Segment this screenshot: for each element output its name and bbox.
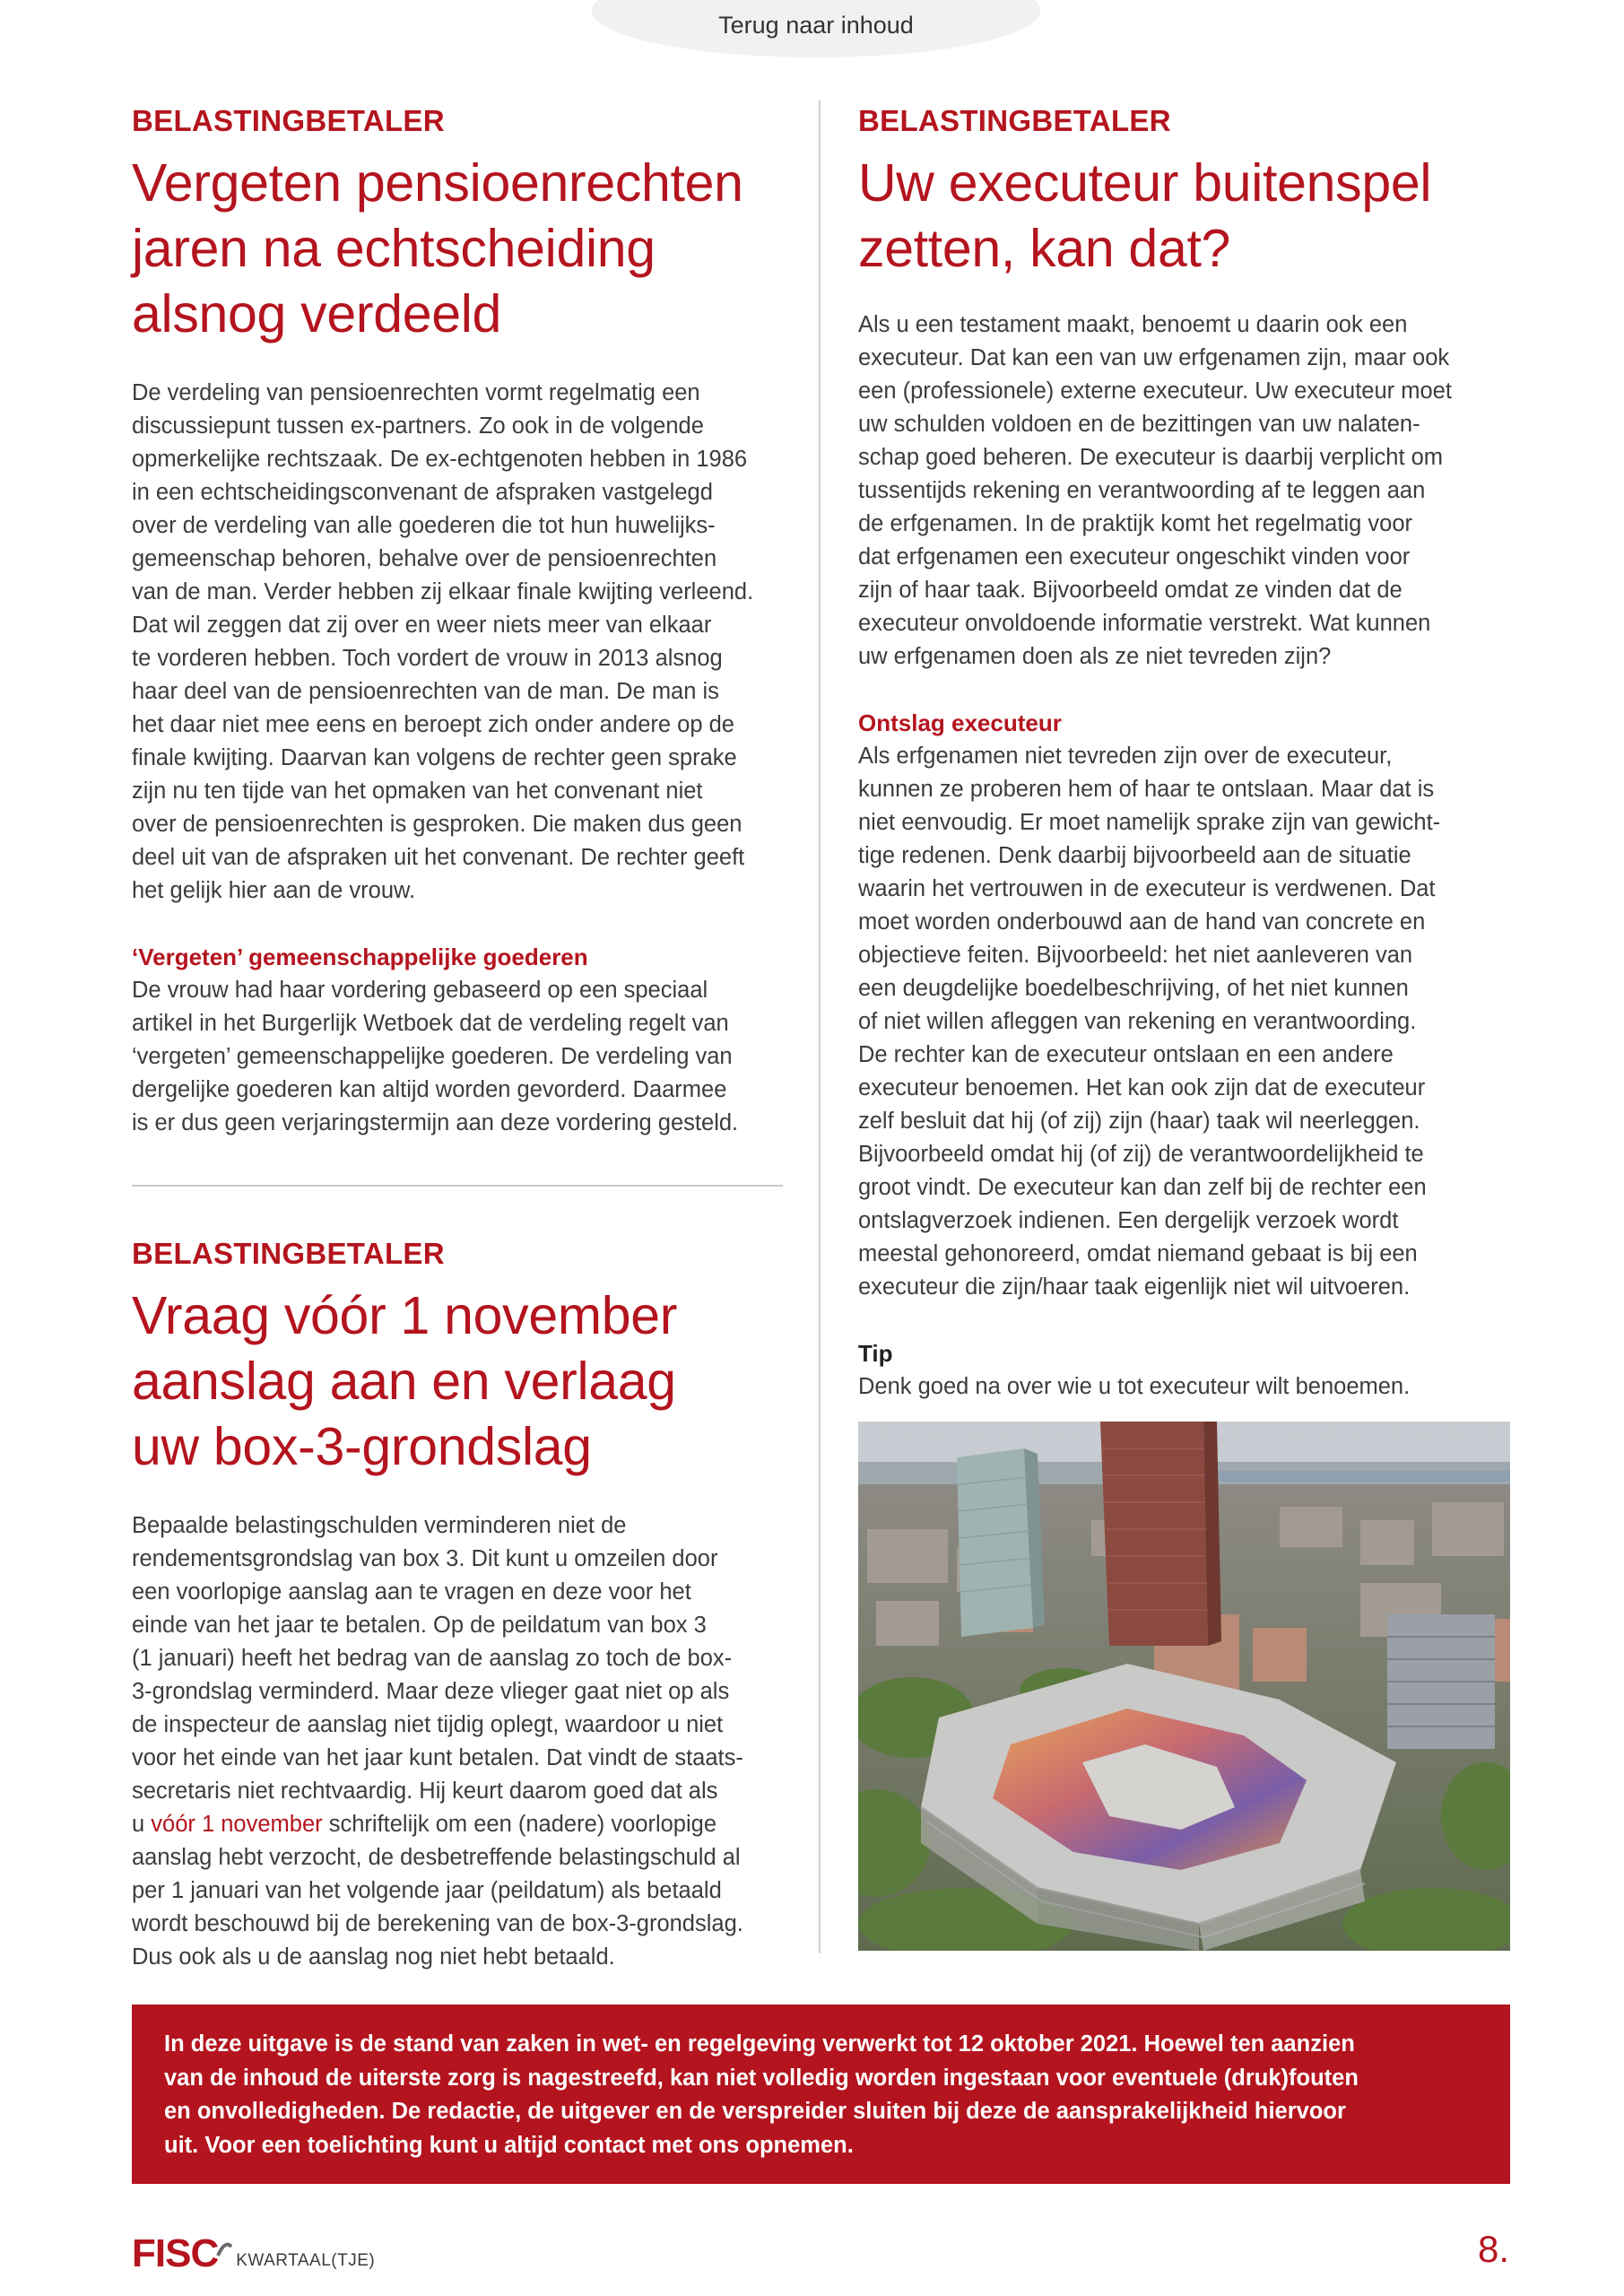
article-kicker: BELASTINGBETALER bbox=[132, 1237, 445, 1270]
article-kicker: BELASTINGBETALER bbox=[132, 104, 445, 137]
body-line: de erfgenamen. In de praktijk komt het regelmatig voor bbox=[858, 511, 1412, 536]
body-line: ‘vergeten’ gemeenschappelijke goederen. De verdeling van bbox=[132, 1044, 733, 1069]
right-column bbox=[858, 100, 1510, 1404]
body-line: een voorlopige aanslag aan te vragen en deze voor het bbox=[132, 1579, 691, 1605]
body-line: uw erfgenamen doen als ze niet tevreden zijn? bbox=[858, 644, 1332, 669]
article-executor bbox=[858, 100, 1510, 1404]
article-subheading: ‘Vergeten’ gemeenschappelijke goederen bbox=[132, 944, 588, 970]
article-kicker: BELASTINGBETALER bbox=[858, 104, 1171, 137]
body-line: rendementsgrondslag van box 3. Dit kunt u omzeilen door bbox=[132, 1546, 718, 1571]
body-line: De vrouw had haar vordering gebaseerd op een speciaal bbox=[132, 978, 708, 1003]
article-body bbox=[132, 1509, 783, 1974]
article-sub-body bbox=[858, 740, 1510, 1304]
back-to-contents-label: Terug naar inhoud bbox=[718, 12, 914, 39]
body-line: Als u een testament maakt, benoemt u daarin ook een bbox=[858, 312, 1408, 337]
body-line: Als erfgenamen niet tevreden zijn over de executeur, bbox=[858, 744, 1393, 769]
tip-label: Tip bbox=[858, 1340, 893, 1367]
body-line: waarin het vertrouwen in de executeur is verdwenen. Dat bbox=[858, 876, 1436, 901]
body-line: zijn nu ten tijde van het opmaken van het convenant niet bbox=[132, 778, 703, 804]
body-line: Dat wil zeggen dat zij over en weer niets meer van elkaar bbox=[132, 613, 712, 638]
body-line: over de verdeling van alle goederen die tot hun huwelijks- bbox=[132, 513, 716, 538]
aerial-city-photo bbox=[858, 1422, 1510, 1951]
body-line: secretaris niet rechtvaardig. Hij keurt daarom goed dat als bbox=[132, 1779, 718, 1804]
article-sub-body bbox=[132, 974, 783, 1140]
logo-subtitle: KWARTAAL(TJE) bbox=[236, 2251, 376, 2270]
body-line: zijn of haar taak. Bijvoorbeeld omdat ze vinden dat de bbox=[858, 578, 1403, 603]
disclaimer-line: uit. Voor een toelichting kunt u altijd contact met ons opnemen. bbox=[164, 2132, 854, 2158]
article-pension-rights bbox=[132, 100, 783, 1140]
deadline-link[interactable]: vóór 1 november bbox=[151, 1812, 323, 1837]
left-column bbox=[132, 100, 783, 1974]
body-line: wordt beschouwd bij de berekening van de box-3-grondslag. bbox=[132, 1911, 743, 1936]
article-title bbox=[132, 1283, 783, 1480]
body-line: executeur benoemen. Het kan ook zijn dat de executeur bbox=[858, 1075, 1426, 1100]
title-line: zetten, kan dat? bbox=[858, 219, 1231, 278]
page-number: 8. bbox=[1477, 2228, 1509, 2270]
title-line: aanslag aan en verlaag bbox=[132, 1352, 676, 1411]
body-line: (1 januari) heeft het bedrag van de aanslag zo toch de box- bbox=[132, 1646, 733, 1671]
body-line: De verdeling van pensioenrechten vormt regelmatig een bbox=[132, 380, 700, 405]
disclaimer-box bbox=[132, 2005, 1510, 2184]
body-line: het gelijk hier aan de vrouw. bbox=[132, 878, 416, 903]
body-line: is er dus geen verjaringstermijn aan deze vordering gesteld. bbox=[132, 1110, 739, 1135]
column-divider bbox=[819, 100, 821, 1953]
body-line: van de man. Verder hebben zij elkaar finale kwijting verleend. bbox=[132, 579, 754, 604]
body-line: haar deel van de pensioenrechten van de man. De man is bbox=[132, 679, 719, 704]
body-line: meestal gehonoreerd, omdat niemand gebaat is bij een bbox=[858, 1241, 1418, 1266]
article-title bbox=[858, 151, 1510, 282]
body-line: groot vindt. De executeur kan dan zelf bij de rechter een bbox=[858, 1175, 1427, 1200]
title-line: jaren na echtscheiding bbox=[132, 219, 656, 278]
article-body bbox=[858, 309, 1510, 674]
body-line: executeur onvoldoende informatie verstrekt. Wat kunnen bbox=[858, 611, 1431, 636]
body-line: of niet willen afleggen van rekening en verantwoording. bbox=[858, 1009, 1417, 1034]
body-line: deel uit van de afspraken uit het convenant. De rechter geeft bbox=[132, 845, 745, 870]
body-line: executeur. Dat kan een van uw erfgenamen zijn, maar ook bbox=[858, 345, 1450, 370]
article-title bbox=[132, 151, 783, 347]
disclaimer-line: van de inhoud de uiterste zorg is nagestreefd, kan niet volledig worden ingestaan voor eventuele (druk)fouten bbox=[164, 2065, 1359, 2091]
tip-text: Denk goed na over wie u tot executeur wilt benoemen. bbox=[858, 1374, 1411, 1399]
body-line: 3-grondslag verminderd. Maar deze vlieger gaat niet op als bbox=[132, 1679, 730, 1704]
disclaimer-line: In deze uitgave is de stand van zaken in wet- en regelgeving verwerkt tot 12 oktober 2021. Hoewel ten aanzien bbox=[164, 2031, 1355, 2057]
body-line: over de pensioenrechten is gesproken. Die maken dus geen bbox=[132, 812, 743, 837]
title-line: Vergeten pensioenrechten bbox=[132, 153, 743, 213]
body-line: dergelijke goederen kan altijd worden gevorderd. Daarmee bbox=[132, 1077, 727, 1102]
body-line: De rechter kan de executeur ontslaan en een andere bbox=[858, 1042, 1394, 1067]
body-line: discussiepunt tussen ex-partners. Zo ook in de volgende bbox=[132, 413, 704, 439]
body-line: het daar niet mee eens en beroept zich onder andere op de bbox=[132, 712, 734, 737]
body-line: per 1 januari van het volgende jaar (peildatum) als betaald bbox=[132, 1878, 722, 1903]
body-line: opmerkelijke rechtszaak. De ex-echtgenoten hebben in 1986 bbox=[132, 447, 748, 472]
disclaimer-line: en onvolledigheden. De redactie, de uitgever en de verspreider sluiten bij deze de aansprakelijkheid hiervoor bbox=[164, 2099, 1346, 2124]
logo-main: FISC bbox=[132, 2231, 219, 2275]
body-line: kunnen ze proberen hem of haar te ontslaan. Maar dat is bbox=[858, 777, 1435, 802]
body-line: in een echtscheidingsconvenant de afspraken vastgelegd bbox=[132, 480, 713, 505]
body-line: moet worden onderbouwd aan de hand van concrete en bbox=[858, 909, 1426, 935]
body-line: objectieve feiten. Bijvoorbeeld: het niet aanleveren van bbox=[858, 943, 1413, 968]
body-line: een (professionele) externe executeur. Uw executeur moet bbox=[858, 378, 1452, 404]
body-line: artikel in het Burgerlijk Wetboek dat de verdeling regelt van bbox=[132, 1011, 729, 1036]
body-line: aanslag hebt verzocht, de desbetreffende belastingschuld al bbox=[132, 1845, 741, 1870]
body-line: tige redenen. Denk daarbij bijvoorbeeld aan de situatie bbox=[858, 843, 1411, 868]
body-line: Bijvoorbeeld omdat hij (of zij) de verantwoordelijkheid te bbox=[858, 1142, 1424, 1167]
body-line: einde van het jaar te betalen. Op de peildatum van box 3 bbox=[132, 1613, 707, 1638]
body-line: te vorderen hebben. Toch vordert de vrouw in 2013 alsnog bbox=[132, 646, 723, 671]
body-line: zelf besluit dat hij (of zij) zijn (haar) taak wil neerleggen. bbox=[858, 1109, 1420, 1134]
article-subheading: Ontslag executeur bbox=[858, 709, 1062, 736]
body-line: de inspecteur de aanslag niet tijdig oplegt, waardoor u niet bbox=[132, 1712, 724, 1737]
title-line: uw box-3-grondslag bbox=[132, 1417, 592, 1476]
back-to-contents-link[interactable] bbox=[592, 0, 1040, 57]
body-line: een deugdelijke boedelbeschrijving, of het niet kunnen bbox=[858, 976, 1409, 1001]
title-line: alsnog verdeeld bbox=[132, 284, 502, 344]
body-line: Dus ook als u de aanslag nog niet hebt betaald. bbox=[132, 1944, 615, 1970]
body-line: voor het einde van het jaar kunt betalen. Dat vindt de staats- bbox=[132, 1745, 743, 1770]
body-line: tussentijds rekening en verantwoording af te leggen aan bbox=[858, 478, 1426, 503]
article-box3 bbox=[132, 1233, 783, 1974]
article-body bbox=[132, 377, 783, 908]
disclaimer-text bbox=[164, 2028, 1478, 2162]
body-line: dat erfgenamen een executeur ongeschikt vinden voor bbox=[858, 544, 1411, 570]
body-line: ontslagverzoek indienen. Een dergelijk verzoek wordt bbox=[858, 1208, 1399, 1233]
body-line: niet eenvoudig. Er moet namelijk sprake zijn van gewicht- bbox=[858, 810, 1441, 835]
body-line: schap goed beheren. De executeur is daarbij verplicht om bbox=[858, 445, 1444, 470]
body-line: Bepaalde belastingschulden verminderen niet de bbox=[132, 1513, 627, 1538]
body-fragment: u bbox=[132, 1812, 152, 1837]
fisc-logo bbox=[132, 2229, 375, 2274]
body-line: executeur die zijn/haar taak eigenlijk niet wil uitvoeren. bbox=[858, 1274, 1411, 1300]
title-line: Vraag vóór 1 november bbox=[132, 1286, 678, 1345]
body-line: gemeenschap behoren, behalve over de pensioenrechten bbox=[132, 546, 717, 571]
body-fragment: schriftelijk om een (nadere) voorlopige bbox=[322, 1812, 717, 1837]
body-line: uw schulden voldoen en de bezittingen van uw nalaten- bbox=[858, 412, 1420, 437]
logo-arc-icon bbox=[216, 2238, 232, 2259]
section-divider bbox=[132, 1185, 783, 1187]
title-line: Uw executeur buitenspel bbox=[858, 153, 1432, 213]
body-line: finale kwijting. Daarvan kan volgens de rechter geen sprake bbox=[132, 745, 737, 770]
